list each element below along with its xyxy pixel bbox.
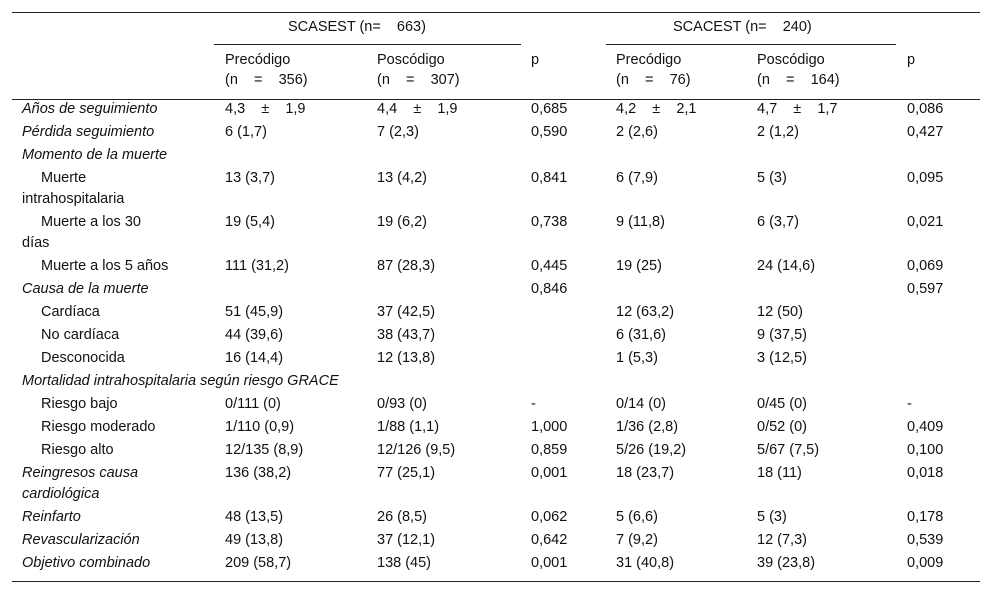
table-cell-c2: 87 (28,3) bbox=[377, 258, 436, 274]
row-label: Cardíaca bbox=[41, 304, 100, 320]
table-cell-c1: 12/135 (8,9) bbox=[225, 442, 304, 458]
table-cell-p1: 0,841 bbox=[531, 170, 568, 186]
g1-post-label: Poscódigo bbox=[377, 52, 445, 68]
table-cell-c4: 12 (7,3) bbox=[757, 532, 807, 548]
g1-post-n: (n = 307) bbox=[377, 72, 460, 88]
g1-pre-label: Precódigo bbox=[225, 52, 291, 68]
row-label: Muerte a los 5 años bbox=[41, 258, 169, 274]
table-cell-p2: 0,069 bbox=[907, 258, 944, 274]
table-cell-c3: 19 (25) bbox=[616, 258, 662, 274]
table-cell-p1: 0,642 bbox=[531, 532, 568, 548]
table-cell-c3: 5 (6,6) bbox=[616, 509, 658, 525]
table-cell-c3: 4,2 ± 2,1 bbox=[616, 101, 697, 117]
table-cell-c3: 12 (63,2) bbox=[616, 304, 675, 320]
table-cell-c4: 3 (12,5) bbox=[757, 350, 807, 366]
table-cell-p1: 0,062 bbox=[531, 509, 568, 525]
table-cell-c1: 48 (13,5) bbox=[225, 509, 284, 525]
table-cell-c3: 5/26 (19,2) bbox=[616, 442, 687, 458]
group1-header: SCASEST (n= 663) bbox=[288, 19, 426, 35]
table-cell-c1: 44 (39,6) bbox=[225, 327, 284, 343]
table-cell-c2: 7 (2,3) bbox=[377, 124, 419, 140]
row-label-continued: intrahospitalaria bbox=[22, 191, 125, 207]
table-cell-c1: 49 (13,8) bbox=[225, 532, 284, 548]
bottom-rule bbox=[12, 581, 980, 582]
table-cell-p2: - bbox=[907, 396, 912, 412]
table-cell-c3: 6 (31,6) bbox=[616, 327, 666, 343]
table-cell-c2: 38 (43,7) bbox=[377, 327, 436, 343]
table-cell-p2: 0,095 bbox=[907, 170, 944, 186]
row-label: Muerte bbox=[41, 170, 87, 186]
table-cell-p1: 0,738 bbox=[531, 214, 568, 230]
table-cell-p1: 0,445 bbox=[531, 258, 568, 274]
table-cell-c4: 5 (3) bbox=[757, 170, 787, 186]
table-cell-c1: 51 (45,9) bbox=[225, 304, 284, 320]
table-cell-c1: 13 (3,7) bbox=[225, 170, 275, 186]
table-cell-c2: 37 (12,1) bbox=[377, 532, 436, 548]
row-label: No cardíaca bbox=[41, 327, 120, 343]
table-cell-c2: 12/126 (9,5) bbox=[377, 442, 456, 458]
table-cell-p2: 0,009 bbox=[907, 555, 944, 571]
table-cell-c2: 26 (8,5) bbox=[377, 509, 427, 525]
table-cell-c2: 77 (25,1) bbox=[377, 465, 436, 481]
table-cell-p2: 0,086 bbox=[907, 101, 944, 117]
table-cell-p2: 0,409 bbox=[907, 419, 944, 435]
table-cell-c4: 24 (14,6) bbox=[757, 258, 816, 274]
table-cell-c3: 1/36 (2,8) bbox=[616, 419, 679, 435]
table-cell-c4: 6 (3,7) bbox=[757, 214, 799, 230]
group2-header: SCACEST (n= 240) bbox=[673, 19, 812, 35]
top-rule bbox=[12, 12, 980, 13]
table-cell-p1: 0,685 bbox=[531, 101, 568, 117]
row-label: Muerte a los 30 bbox=[41, 214, 141, 230]
table-cell-c2: 37 (42,5) bbox=[377, 304, 436, 320]
table-cell-c1: 111 (31,2) bbox=[225, 258, 289, 274]
table-cell-c3: 0/14 (0) bbox=[616, 396, 666, 412]
table-cell-p1: 0,001 bbox=[531, 555, 568, 571]
table-cell-p2: 0,427 bbox=[907, 124, 944, 140]
table-cell-c1: 209 (58,7) bbox=[225, 555, 292, 571]
table-cell-c1: 6 (1,7) bbox=[225, 124, 267, 140]
g2-post-n: (n = 164) bbox=[757, 72, 840, 88]
row-label: Revascularización bbox=[22, 532, 140, 548]
table-cell-c1: 19 (5,4) bbox=[225, 214, 275, 230]
table-cell-p1: 0,001 bbox=[531, 465, 568, 481]
table-cell-c2: 13 (4,2) bbox=[377, 170, 427, 186]
table-cell-p1: - bbox=[531, 396, 536, 412]
table-cell-p2: 0,100 bbox=[907, 442, 944, 458]
table-cell-c2: 4,4 ± 1,9 bbox=[377, 101, 458, 117]
table-cell-c4: 4,7 ± 1,7 bbox=[757, 101, 838, 117]
table-cell-c4: 12 (50) bbox=[757, 304, 803, 320]
row-label-continued: cardiológica bbox=[22, 486, 100, 502]
row-label-continued: días bbox=[22, 235, 50, 251]
row-label: Reinfarto bbox=[22, 509, 81, 525]
group2-rule bbox=[606, 44, 896, 45]
row-label: Pérdida seguimiento bbox=[22, 124, 155, 140]
table-cell-c4: 0/45 (0) bbox=[757, 396, 807, 412]
table-cell-c2: 1/88 (1,1) bbox=[377, 419, 440, 435]
table-cell-c3: 7 (9,2) bbox=[616, 532, 658, 548]
table-cell-c4: 5 (3) bbox=[757, 509, 787, 525]
g1-pre-n: (n = 356) bbox=[225, 72, 308, 88]
table-cell-c3: 18 (23,7) bbox=[616, 465, 675, 481]
table-cell-c3: 9 (11,8) bbox=[616, 214, 665, 230]
g2-pre-label: Precódigo bbox=[616, 52, 682, 68]
p1-header: p bbox=[531, 52, 540, 68]
table-cell-c3: 31 (40,8) bbox=[616, 555, 675, 571]
table-cell-c1: 16 (14,4) bbox=[225, 350, 284, 366]
table-cell-c4: 18 (11) bbox=[757, 465, 802, 481]
row-label: Riesgo alto bbox=[41, 442, 114, 458]
table-cell-p1: 0,859 bbox=[531, 442, 568, 458]
table-cell-c4: 39 (23,8) bbox=[757, 555, 816, 571]
table-cell-c2: 12 (13,8) bbox=[377, 350, 436, 366]
table-cell-p1: 1,000 bbox=[531, 419, 568, 435]
table-cell-c2: 0/93 (0) bbox=[377, 396, 427, 412]
p2-header: p bbox=[907, 52, 916, 68]
table-cell-p2: 0,539 bbox=[907, 532, 944, 548]
table-cell-c4: 9 (37,5) bbox=[757, 327, 807, 343]
table-cell-p2: 0,018 bbox=[907, 465, 944, 481]
table-cell-c1: 136 (38,2) bbox=[225, 465, 292, 481]
table-cell-c4: 0/52 (0) bbox=[757, 419, 807, 435]
table-cell-c1: 1/110 (0,9) bbox=[225, 419, 295, 435]
table-cell-p1: 0,846 bbox=[531, 281, 568, 297]
table-cell-c3: 1 (5,3) bbox=[616, 350, 658, 366]
table-cell-p2: 0,597 bbox=[907, 281, 944, 297]
table-cell-c4: 2 (1,2) bbox=[757, 124, 799, 140]
row-label: Desconocida bbox=[41, 350, 125, 366]
row-label: Mortalidad intrahospitalaria según riesgo GRACE bbox=[22, 373, 339, 389]
table-cell-c3: 6 (7,9) bbox=[616, 170, 658, 186]
g2-post-label: Poscódigo bbox=[757, 52, 825, 68]
row-label: Riesgo moderado bbox=[41, 419, 156, 435]
row-label: Causa de la muerte bbox=[22, 281, 149, 297]
row-label: Momento de la muerte bbox=[22, 147, 168, 163]
row-label: Reingresos causa bbox=[22, 465, 139, 481]
table-cell-p1: 0,590 bbox=[531, 124, 568, 140]
row-label: Objetivo combinado bbox=[22, 555, 151, 571]
table-cell-c1: 0/111 (0) bbox=[225, 396, 281, 412]
table-cell-p2: 0,178 bbox=[907, 509, 944, 525]
table-cell-c1: 4,3 ± 1,9 bbox=[225, 101, 306, 117]
table-cell-c2: 19 (6,2) bbox=[377, 214, 427, 230]
table-cell-c4: 5/67 (7,5) bbox=[757, 442, 820, 458]
g2-pre-n: (n = 76) bbox=[616, 72, 691, 88]
row-label: Años de seguimiento bbox=[22, 101, 158, 117]
table-cell-p2: 0,021 bbox=[907, 214, 944, 230]
table-cell-c3: 2 (2,6) bbox=[616, 124, 658, 140]
row-label: Riesgo bajo bbox=[41, 396, 118, 412]
table-cell-c2: 138 (45) bbox=[377, 555, 432, 571]
group1-rule bbox=[214, 44, 521, 45]
